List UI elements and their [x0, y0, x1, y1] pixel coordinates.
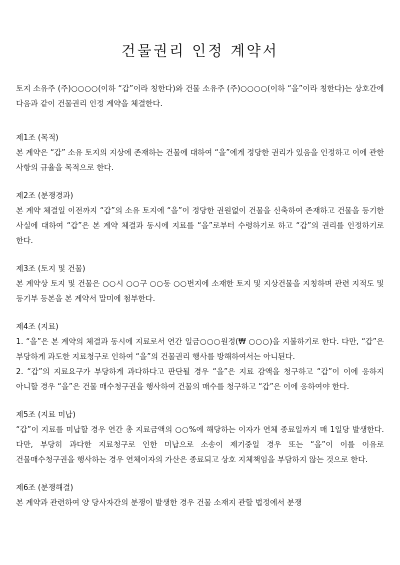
article-body: 본 계약 체결일 이전까지 “갑”의 소유 토지에 “을”이 정당한 권원없이 건물을 신축하여 존재하고 건물을 등기한 사실에 대하여 “갑”은 본 계약 체결과 동시에 지료를 “을”로부터 수령하기로 하고 “갑”의 권리를 인정하기로 한다. — [16, 206, 384, 245]
article-clause-2: 2. “갑”의 지료요구가 부당하게 과다하다고 판단될 경우 “을”은 지료 감액을 청구하고 “갑”이 이에 응하지 아니할 경우 “을”은 건물 매수청구권을 행사하여 건물의 매수를 청구하고 “갑”은 이에 응하여야 한다. — [16, 367, 384, 391]
article-2 — [16, 188, 384, 248]
article-heading: 제2조 (분쟁경과) — [16, 191, 74, 200]
article-heading: 제5조 (지료 미납) — [16, 410, 76, 419]
intro-paragraph: 토지 소유주 (주)○○○○(이하 “갑”이라 칭한다)와 건물 소유주 (주)○○○○(이하 “을”이라 칭한다)는 상호간에 다음과 같이 건물권리 인정 계약을 체결한다. — [16, 84, 384, 108]
article-heading: 제4조 (지료) — [16, 322, 59, 331]
article-heading: 제1조 (목적) — [16, 133, 59, 142]
article-body: 본 계약은 “갑” 소유 토지의 지상에 존재하는 건물에 대하여 “을”에게 정당한 권리가 있음을 인정하고 이에 관한 사항의 규율을 목적으로 한다. — [16, 148, 384, 172]
document-title: 건물권리 인정 계약서 — [121, 44, 279, 60]
article-5 — [16, 407, 384, 467]
article-4 — [16, 319, 384, 394]
article-3 — [16, 261, 384, 306]
article-6 — [16, 480, 384, 510]
article-heading: 제6조 (분쟁해결) — [16, 483, 74, 492]
article-heading: 제3조 (토지 및 건물) — [16, 264, 86, 273]
article-clause-1: 1. “을”은 본 계약의 체결과 동시에 지료로서 연간 일금○○○원정(₩ ○○○)을 지불하기로 한다. 다만, “갑”은 부당하게 과도한 지료청구로 인하여 “을”의 건물권리 행사를 방해하여서는 아니된다. — [16, 337, 384, 361]
article-body: 본 계약상 토지 및 건물은 ○○시 ○○구 ○○동 ○○번지에 소재한 토지 및 지상건물을 지칭하며 관련 지적도 및 등기부 등본을 본 계약서 말미에 첨부한다. — [16, 279, 384, 303]
article-body: 본 계약과 관련하여 양 당사자간의 분쟁이 발생한 경우 건물 소재지 관할 법정에서 분쟁 — [16, 498, 302, 507]
article-body: “갑”이 지료를 미납할 경우 연간 총 지료금액의 ○○%에 해당하는 이자가 연체 종료일까지 매 1일당 발생한다. 다만, 부당히 과다한 지료청구로 인한 미납으로 소송이 제기중일 경우 또는 “을”이 이를 이유로 건물매수청구권을 행사하는 경우 연체이자의 가산은 종료되고 상호 지체책임을 부담하지 않는 것으로 한다. — [16, 425, 384, 464]
article-1 — [16, 130, 384, 175]
